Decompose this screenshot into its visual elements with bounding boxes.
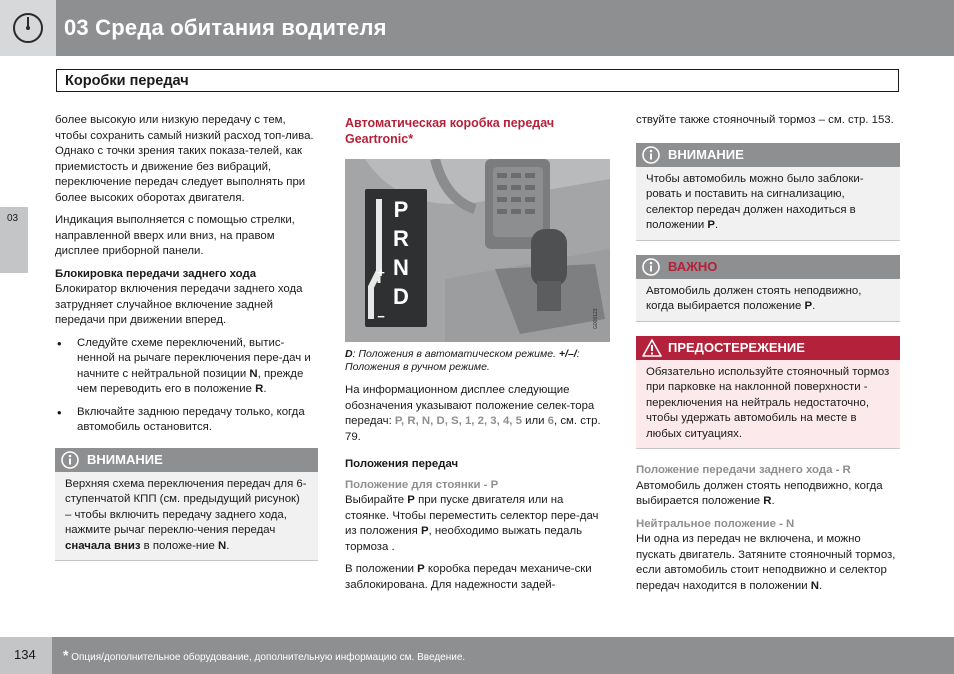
subheading-reverse-lock: Блокировка передачи заднего хода — [55, 267, 257, 280]
page-number-box — [0, 637, 52, 674]
info-icon — [642, 258, 660, 276]
list-item: • Включайте заднюю передачу только, когда автомобиль остановится. — [55, 405, 318, 436]
page-footer — [0, 637, 954, 674]
caution-box-header: ПРЕДОСТЕРЕЖЕНИЕ — [636, 336, 900, 360]
paragraph: Автомобиль должен стоять неподвижно, когда выбирается положение R. — [636, 479, 883, 507]
caution-box — [636, 336, 900, 450]
section-title: Коробки передач — [65, 73, 189, 89]
warning-box-body: Верхняя схема переключения передач для 6-ступенчатой КПП (см. предыдущий рисунок) – чтобы включить передачу заднего хода, нажмите рычаг переклю-чения передач сначала вниз в положе-ние N. — [55, 472, 318, 561]
paragraph: ствуйте также стояночный тормоз – см. стр. 153. — [636, 114, 894, 126]
subheading-neutral: Нейтральное положение - N — [636, 517, 795, 530]
page-number: 134 — [14, 647, 36, 662]
column-3 — [636, 113, 900, 594]
chapter-side-tab-number: 03 — [7, 213, 19, 224]
list-item: • Следуйте схеме переключений, вытис-ненной на рычаге переключения пере-дач и начните с нейтральной позиции N, прежде чем переводить его в положение R. — [55, 336, 318, 398]
paragraph: Ни одна из передач не включена, и можно пускать двигатель. Затяните стояночный тормоз, если автомобиль стоит неподвижно и селектор передач находится в положении N. — [636, 533, 896, 592]
gear-letter-p: P — [393, 197, 409, 222]
paragraph: Индикация выполняется с помощью стрелки, направленной вверх или вниз, на правом дисплее приборной панели. — [55, 214, 295, 257]
figure-caption: D: Положения в автоматическом режиме. +/–/: Положения в ручном режиме. — [345, 348, 580, 373]
subheading-reverse: Положение передачи заднего хода - R — [636, 464, 851, 476]
gear-selector-illustration — [345, 159, 610, 342]
paragraph: На информационном дисплее следующие обозначения указывают положение селек-тора передач: P, R, N, D, S, 1, 2, 3, 4, 5 или 6, см. стр. 79. — [345, 384, 601, 443]
gear-letter-n: N — [393, 255, 409, 280]
section-heading-geartronic: Автоматическая коробка передач Geartronic* — [345, 116, 555, 146]
chapter-icon-box — [0, 0, 56, 56]
paragraph: Выбирайте P при пуске двигателя или на стоянке. Чтобы переместить селектор пере-дач из положения P, необходимо выжать педаль тормоза . — [345, 494, 599, 553]
warning-box-body: Чтобы автомобиль можно было заблоки-ровать и поставить на сигнализацию, селектор передач должен находиться в положении P. — [636, 167, 900, 240]
manual-plus-sign: + — [377, 265, 385, 280]
info-icon — [61, 451, 79, 469]
page-header — [0, 0, 954, 56]
column-2 — [345, 115, 610, 593]
important-box-body: Автомобиль должен стоять неподвижно, когда выбирается положение P. — [636, 279, 900, 321]
warning-box — [636, 143, 900, 241]
column-1 — [55, 113, 318, 561]
footer-note: * Опция/дополнительное оборудование, дополнительную информацию см. Введение. — [63, 647, 466, 663]
gear-selector-figure — [345, 159, 610, 342]
figure-code: G000123 — [593, 308, 599, 329]
section-title-bar — [56, 69, 899, 92]
warning-box-header: ВНИМАНИЕ — [636, 143, 900, 167]
gear-letter-d: D — [393, 284, 409, 309]
info-icon — [642, 146, 660, 164]
warning-box-header: ВНИМАНИЕ — [55, 448, 318, 472]
caution-box-body: Обязательно используйте стояночный тормоз при парковке на наклонной поверхности - переключения на нейтраль недостаточно, чтобы удержать автомобиль на месте в любых ситуациях. — [636, 360, 900, 449]
bullet-list — [55, 336, 318, 436]
subheading-park: Положение для стоянки - P — [345, 478, 499, 491]
chapter-title: 03 Среда обитания водителя — [64, 15, 387, 40]
paragraph: Блокиратор включения передачи заднего хода затрудняет случайное включение задней передачи при движении вперед. — [55, 283, 303, 326]
paragraph: В положении P коробка передач механиче-ски заблокирована. Для надежности задей- — [345, 563, 592, 591]
important-box — [636, 255, 900, 322]
gear-letter-r: R — [393, 226, 409, 251]
chapter-side-tab — [0, 207, 28, 273]
manual-minus-sign: − — [377, 309, 385, 324]
subheading-gear-positions: Положения передач — [345, 458, 459, 470]
speedometer-icon — [12, 10, 44, 46]
warning-box — [55, 448, 318, 562]
paragraph: более высокую или низкую передачу с тем, чтобы сохранить самый низкий расход топ-лива. Однако с точки зрения таких показа-телей, как приемистость и движение без вибраций, переключение передач следует выполнять при более высоких оборотах двигателя. — [55, 114, 314, 204]
warning-triangle-icon — [642, 339, 662, 357]
important-box-header: ВАЖНО — [636, 255, 900, 279]
